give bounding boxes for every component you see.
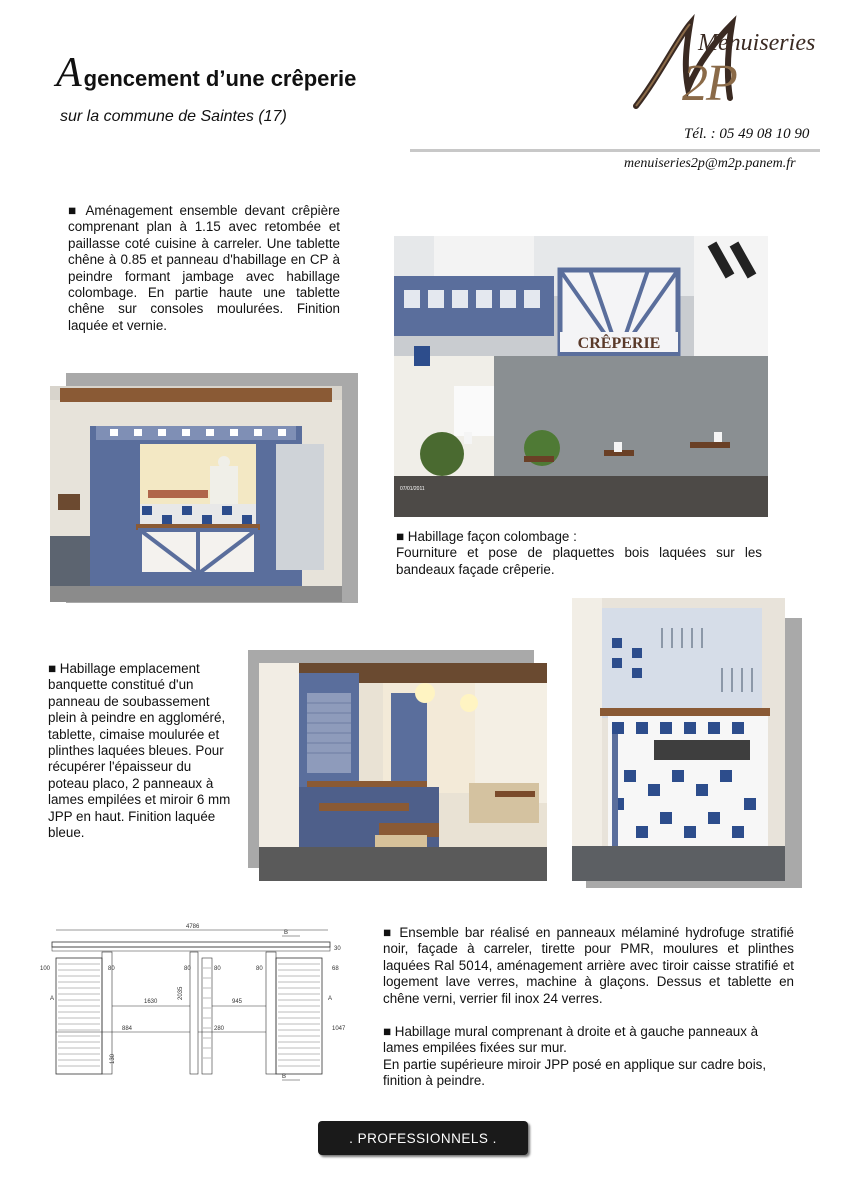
plan-mark-b-top: B [284, 930, 289, 936]
plan-dim-1047: 1047 [332, 1026, 346, 1032]
colombage-heading: ■ Habillage façon colombage : [396, 529, 577, 544]
professionnels-button[interactable] [318, 1121, 528, 1155]
professionnels-label: . PROFESSIONNELS . [349, 1130, 497, 1146]
photo-banquette [259, 663, 547, 881]
plan-mark-b-bottom: B [282, 1074, 287, 1080]
plan-dim-1630: 1630 [144, 999, 158, 1005]
sign-creperie: CRÊPERIE [577, 335, 661, 352]
email-address: menuiseries2p@m2p.panem.fr [624, 156, 796, 171]
photo-creperie-facade [394, 236, 768, 517]
logo-word: Menuiseries [698, 30, 816, 56]
plan-dim-130: 130 [110, 1053, 116, 1064]
plan-dim-80-b: 80 [184, 966, 191, 972]
title-text: gencement d’une crêperie [83, 66, 357, 91]
page-subtitle: sur la commune de Saintes (17) [60, 108, 287, 125]
photo-bar [572, 598, 785, 881]
plan-dim-884: 884 [122, 1026, 133, 1032]
intro-paragraph: ■ Aménagement ensemble devant crêpière comprenant plan à 1.15 avec retombée et paillasse coté cuisine à carreler. Une tablette chêne à 0.85 et panneau d'habillage en CP à peindre formant jambage avec habillage colombage. En partie haute une tablette chêne sur consoles moulurées. Finition laquée et vernie. [68, 203, 340, 333]
photo-date-stamp: 07/01/2011 [400, 486, 425, 492]
plan-mark-a-right: A [328, 996, 333, 1002]
phone-number: Tél. : 05 49 08 10 90 [684, 126, 810, 142]
plan-dim-30: 30 [334, 946, 341, 952]
bar-paragraph: ■ Ensemble bar réalisé en panneaux mélaminé hydrofuge stratifié noir, façade à carreler, tirette pour PMR, moulures et plinthes laquées Ral 5014, aménagement arrière avec tiroir caisse stratifié et logement lave verres, machine à glaçons. Dessus et tablette en chêne verni, verrier fil inox 24 verres. [383, 925, 794, 1006]
title-initial: A [56, 50, 82, 96]
plan-dim-2035: 2035 [178, 986, 184, 1000]
page-title [56, 52, 356, 94]
plan-dim-80-d: 80 [256, 966, 263, 972]
plan-mark-a-left: A [50, 996, 55, 1002]
plan-dim-total: 4786 [186, 924, 200, 930]
mural-text-2: En partie supérieure miroir JPP posé en applique sur cadre bois, finition à peindre. [383, 1056, 767, 1089]
header-divider [410, 149, 820, 152]
photo-crepiere-counter [50, 386, 342, 602]
plan-dim-80-c: 80 [214, 966, 221, 972]
company-logo [628, 18, 828, 114]
logo-2p: 2P [682, 55, 736, 112]
technical-plan [38, 918, 344, 1088]
plan-dim-945: 945 [232, 999, 243, 1005]
mural-block [383, 1024, 794, 1090]
banquette-paragraph: ■ Habillage emplacement banquette constitué d'un panneau de soubassement plein à peindre en aggloméré, tablette, cimaise moulurée et plinthes laquées bleues. Pour récupérer l'épaisseur du poteau placo, 2 panneaux à lames empilées et miroir 6 mm JPP en haut. Finition laquée bleue. [48, 661, 231, 841]
mural-text-1: ■ Habillage mural comprenant à droite et à gauche panneaux à lames empilées fixées sur mur. [383, 1024, 759, 1056]
plan-dim-68: 68 [332, 966, 339, 972]
colombage-block [396, 529, 762, 578]
colombage-text: Fourniture et pose de plaquettes bois laquées sur les bandeaux façade crêperie. [396, 545, 762, 577]
plan-dim-100: 100 [40, 966, 51, 972]
plan-dim-80-a: 80 [108, 966, 115, 972]
plan-dim-280: 280 [214, 1026, 225, 1032]
